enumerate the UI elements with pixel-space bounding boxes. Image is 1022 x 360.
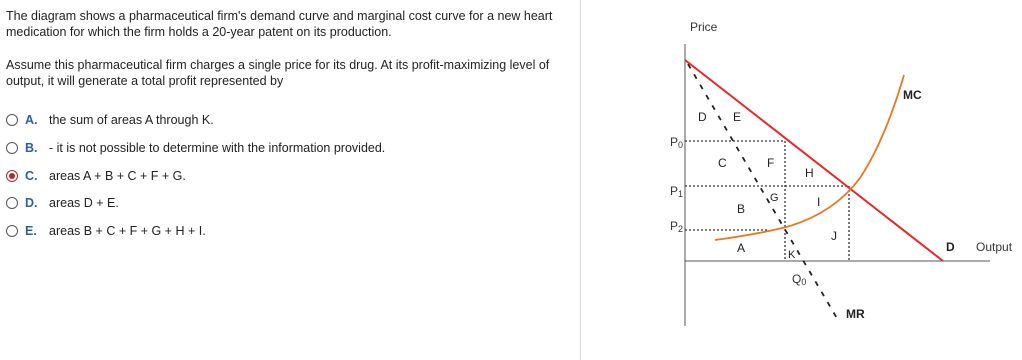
p0-label: P0	[670, 135, 684, 150]
area-d: D	[698, 110, 707, 124]
option-e-letter: E.	[25, 224, 37, 238]
option-e[interactable]	[6, 222, 206, 240]
mr-label: MR	[846, 307, 865, 321]
area-b: B	[737, 202, 746, 216]
area-a: A	[737, 241, 746, 255]
y-axis-label: Price	[690, 20, 718, 34]
area-i: I	[817, 195, 821, 209]
mc-label: MC	[903, 88, 922, 102]
option-a[interactable]	[6, 111, 214, 129]
area-f: F	[767, 156, 775, 170]
area-e: E	[733, 110, 742, 124]
question-intro: The diagram shows a pharmaceutical firm's demand curve and marginal cost curve for a new heart medication for which the firm holds a 20-year patent on its production.	[6, 9, 553, 39]
area-g: G	[770, 192, 779, 204]
question-prompt: Assume this pharmaceutical firm charges a single price for its drug. At its profit-maximizing level of output, it will generate a total profit represented by	[6, 58, 550, 88]
p2-label: P2	[670, 219, 684, 234]
x-axis-label: Output	[976, 240, 1013, 254]
economics-diagram	[581, 0, 1022, 360]
option-a-letter: A.	[25, 113, 38, 127]
radio-c-selected[interactable]	[6, 170, 18, 182]
option-b-letter: B.	[25, 141, 38, 155]
radio-a[interactable]	[6, 114, 18, 126]
p1-label: P1	[670, 184, 684, 199]
option-b-text: - it is not possible to determine with the information provided.	[49, 141, 386, 155]
area-h: H	[805, 166, 814, 180]
radio-b[interactable]	[6, 142, 18, 154]
area-k: K	[788, 249, 796, 261]
option-d-text: areas D + E.	[49, 196, 119, 210]
area-j: J	[831, 229, 837, 243]
radio-d[interactable]	[6, 197, 18, 209]
option-c-letter: C.	[25, 169, 38, 183]
option-c-text: areas A + B + C + F + G.	[49, 169, 186, 183]
radio-e[interactable]	[6, 225, 18, 237]
q0-label: Q0	[792, 272, 807, 287]
option-d[interactable]	[6, 194, 119, 212]
radio-selected-dot	[9, 173, 15, 179]
option-c[interactable]	[6, 167, 186, 185]
option-d-letter: D.	[25, 196, 38, 210]
option-a-text: the sum of areas A through K.	[49, 113, 214, 127]
option-b[interactable]	[6, 139, 385, 157]
demand-label: D	[946, 240, 955, 254]
mr-curve	[688, 64, 838, 320]
option-e-text: areas B + C + F + G + H + I.	[49, 224, 206, 238]
area-c: C	[718, 156, 727, 170]
